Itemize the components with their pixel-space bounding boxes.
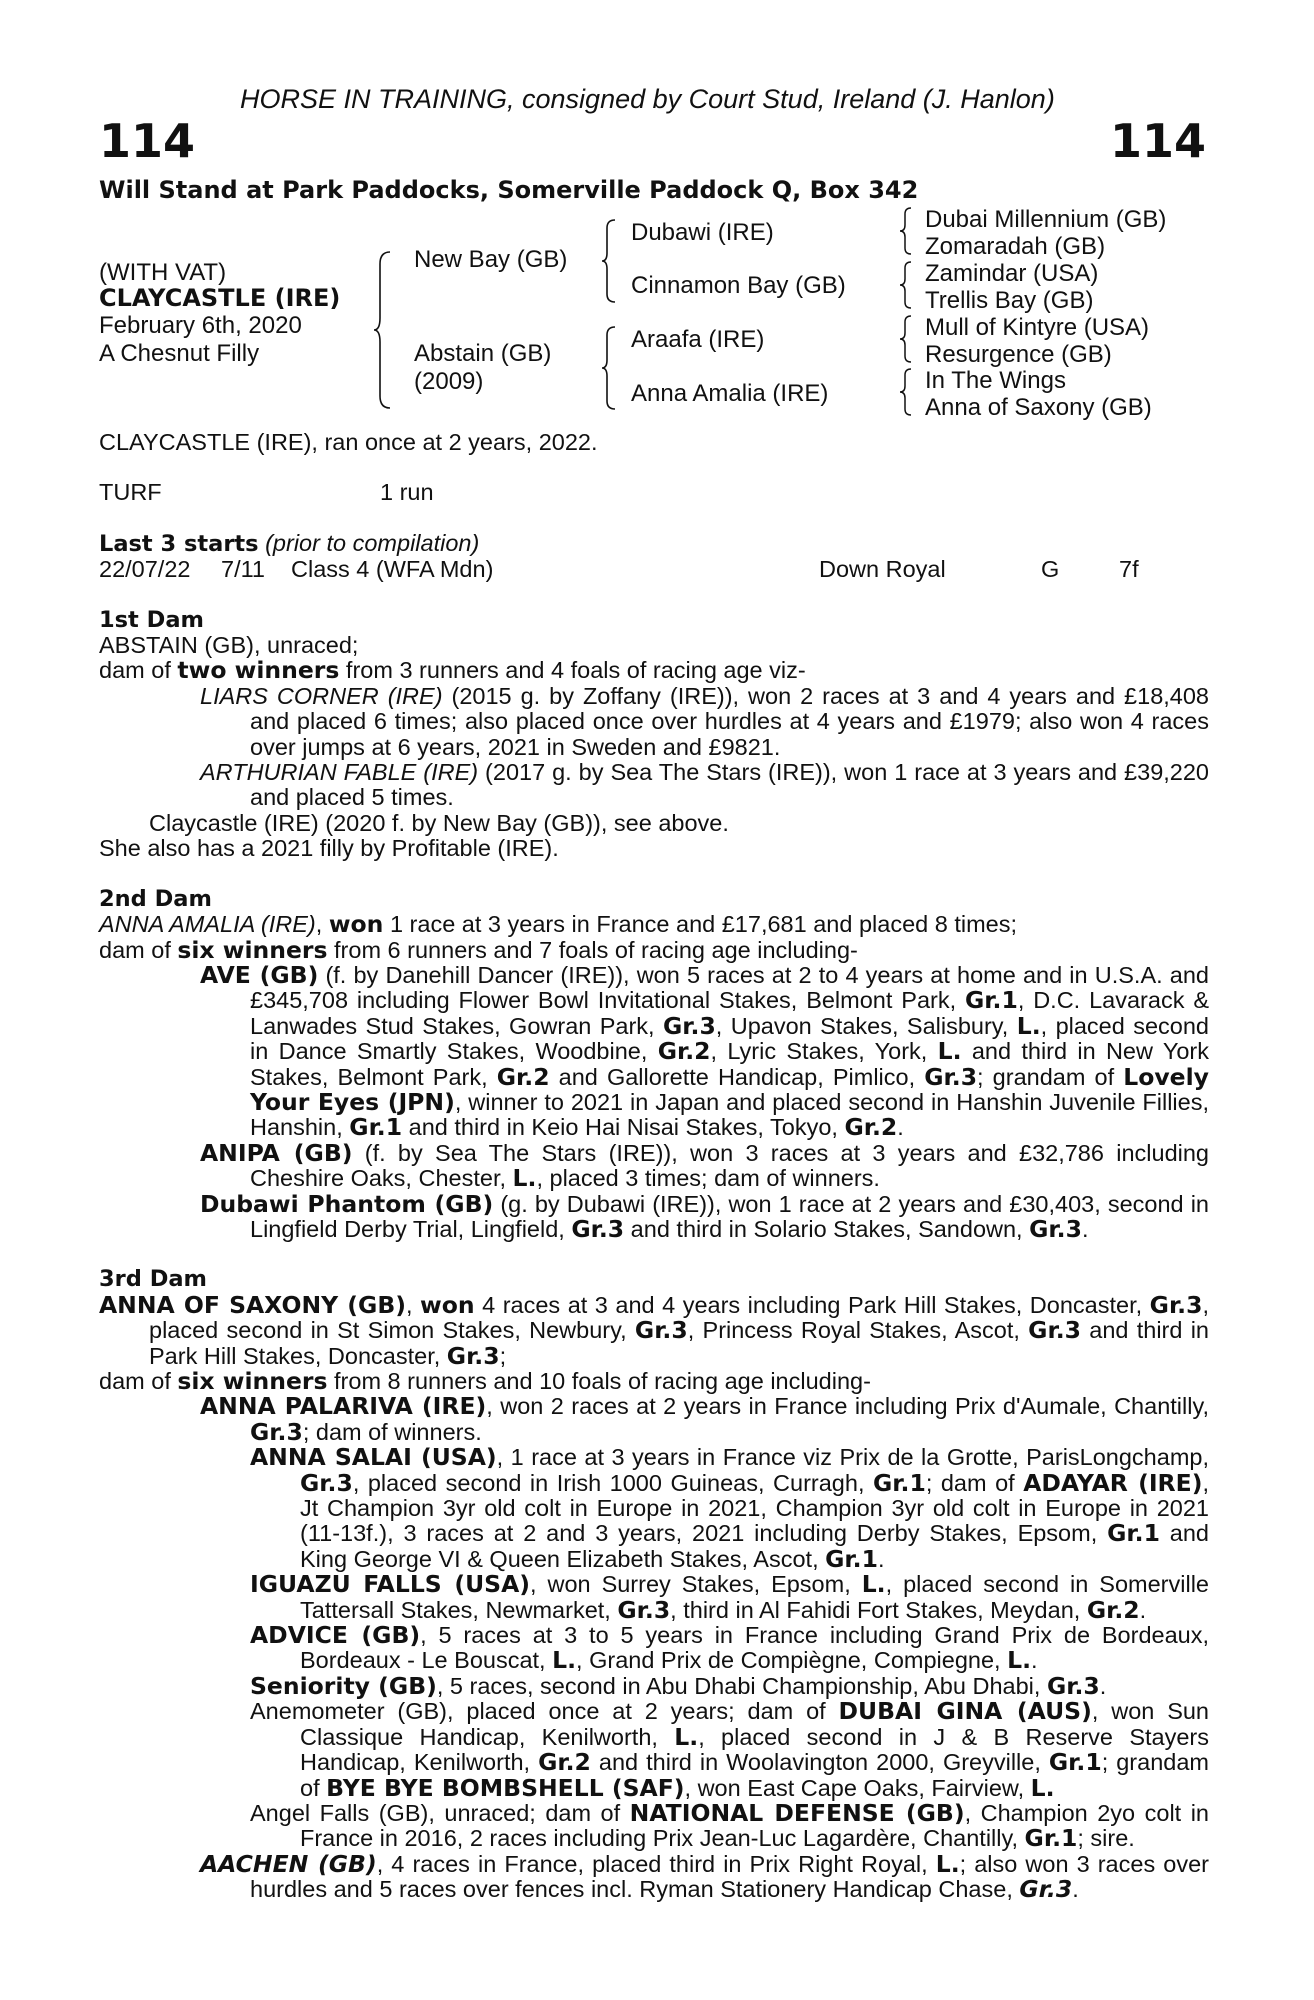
lot-number-left: 114 <box>99 114 196 168</box>
pedigree-brace-g3-1 <box>898 206 914 256</box>
pedigree-g3-1: Dubai Millennium (GB) <box>925 206 1167 233</box>
pedigree-g3-7: In The Wings <box>925 367 1066 394</box>
third-dam-grandfoal-advice: ADVICE (GB), 5 races at 3 to 5 years in France including Grand Prix de Bordeaux, Bordeaux - Le Bouscat, L., Grand Prix de Compiègne, Compiegne, L.. <box>250 1621 1209 1675</box>
stand-location: Will Stand at Park Paddocks, Somerville Paddock Q, Box 342 <box>99 176 919 204</box>
start-row <box>99 557 1209 582</box>
pedigree-g3-6: Resurgence (GB) <box>925 341 1112 368</box>
second-dam-foal-anipa: ANIPA (GB) (f. by Sea The Stars (IRE)), won 3 races at 3 years and £32,786 including Cheshire Oaks, Chester, L., placed 3 times; dam of winners. <box>200 1138 1209 1193</box>
surface-runs: 1 run <box>380 479 434 506</box>
pedigree-dam-year: (2009) <box>414 368 484 395</box>
pedigree-g3-2: Zomaradah (GB) <box>925 233 1106 260</box>
start-position: 7/11 <box>221 556 265 583</box>
horse-dob: February 6th, 2020 <box>99 312 302 339</box>
vat-label: (WITH VAT) <box>99 259 227 286</box>
pedigree-dam-sire: Araafa (IRE) <box>631 326 765 353</box>
last-starts-heading <box>99 531 1209 557</box>
third-dam-foal-palariva: ANNA PALARIVA (IRE), won 2 races at 2 years in France including Prix d'Aumale, Chantilly, Gr.3; dam of winners. <box>200 1392 1209 1446</box>
first-dam-line: ABSTAIN (GB), unraced; <box>99 632 359 659</box>
second-dam-line: ANNA AMALIA (IRE), won 1 race at 3 years in France and £17,681 and placed 8 times; <box>99 910 1018 939</box>
surface-label: TURF <box>99 479 162 506</box>
start-date: 22/07/22 <box>99 556 191 583</box>
race-summary: CLAYCASTLE (IRE), ran once at 2 years, 2022. <box>99 429 598 455</box>
pedigree-brace-g3-2 <box>898 260 914 310</box>
first-dam-foal-4: She also has a 2021 filly by Profitable (IRE). <box>99 835 559 862</box>
catalogue-body <box>99 430 1209 1903</box>
third-dam-produce: dam of six winners from 8 runners and 10 foals of racing age including- <box>99 1367 871 1395</box>
second-dam-heading: 2nd Dam <box>99 885 212 912</box>
third-dam-line: ANNA OF SAXONY (GB), won 4 races at 3 and 4 years including Park Hill Stakes, Doncaster, Gr.3, placed second in St Simon Stakes, Newbury, Gr.3, Princess Royal Stakes, Ascot, Gr.3 and third in Park Hill Stakes, Doncaster, Gr.3; <box>99 1290 1210 1370</box>
first-dam-foal-1: LIARS CORNER (IRE) (2015 g. by Zoffany (IRE)), won 2 races at 3 and 4 years and £18,408 and placed 6 times; also placed once over hurdles at 4 years and £1979; also won 4 races over jumps at 6 years, 2021 in Sweden and £9821. <box>200 682 1210 760</box>
second-dam-foal-phantom: Dubawi Phantom (GB) (g. by Dubawi (IRE)), won 1 race at 2 years and £30,403, second in Lingfield Derby Trial, Lingfield, Gr.3 and third in Solario Stakes, Sandown, Gr.3. <box>200 1189 1209 1243</box>
last-starts-title: Last 3 starts <box>99 530 259 557</box>
pedigree-brace-g3-4 <box>898 367 914 417</box>
horse-name: CLAYCASTLE (IRE) <box>99 284 341 312</box>
third-dam-heading: 3rd Dam <box>99 1266 207 1293</box>
third-dam-grandfoal-angel: Angel Falls (GB), unraced; dam of NATIONAL DEFENSE (GB), Champion 2yo colt in France in 2016, 2 races including Prix Jean-Luc Lagardère, Chantilly, Gr.1; sire. <box>250 1798 1209 1853</box>
pedigree-dam: Abstain (GB) <box>414 340 552 367</box>
pedigree-brace-g3-3 <box>898 314 914 364</box>
pedigree-sire: New Bay (GB) <box>414 246 568 273</box>
pedigree-g3-4: Trellis Bay (GB) <box>925 287 1094 314</box>
third-dam-foal-aachen: AACHEN (GB), 4 races in France, placed third in Prix Right Royal, L.; also won 3 races over hurdles and 5 races over fences incl. Ryman Stationery Handicap Chase, Gr.3. <box>200 1849 1209 1904</box>
start-race: Class 4 (WFA Mdn) <box>291 556 494 583</box>
third-dam-grandfoal-seniority: Seniority (GB), 5 races, second in Abu Dhabi Championship, Abu Dhabi, Gr.3. <box>250 1671 1107 1700</box>
start-course: Down Royal <box>819 556 946 583</box>
pedigree-dam-dam: Anna Amalia (IRE) <box>631 380 829 407</box>
lot-number-right: 114 <box>1109 114 1206 168</box>
first-dam-produce: dam of two winners from 3 runners and 4 foals of racing age viz- <box>99 656 806 685</box>
pedigree-g3-3: Zamindar (USA) <box>925 260 1099 287</box>
start-distance: 7f <box>1119 556 1139 583</box>
pedigree-brace-sire <box>600 218 618 304</box>
third-dam-grandfoal-anemometer: Anemometer (GB), placed once at 2 years; dam of DUBAI GINA (AUS), won Sun Classique Handicap, Kenilworth, L., placed second in J & B Reserve Stayers Handicap, Kenilworth, Gr.2 and third in Woolavington 2000, Greyville, Gr.1; grandam of BYE BYE BOMBSHELL (SAF), won East Cape Oaks, Fairview, L. <box>250 1697 1210 1802</box>
start-going: G <box>1041 556 1060 583</box>
pedigree-sire-sire: Dubawi (IRE) <box>631 219 774 246</box>
first-dam-foal-2: ARTHURIAN FABLE (IRE) (2017 g. by Sea The Stars (IRE)), won 1 race at 3 years and £39,220 and placed 5 times. <box>200 759 1210 811</box>
last-starts-note: (prior to compilation) <box>265 529 480 556</box>
pedigree-brace-main <box>372 250 394 410</box>
third-dam-grandfoal-iguazu: IGUAZU FALLS (USA), won Surrey Stakes, Epsom, L., placed second in Somerville Tattersall Stakes, Newmarket, Gr.3, third in Al Fahidi Fort Stakes, Meydan, Gr.2. <box>250 1570 1209 1624</box>
pedigree-brace-dam <box>600 325 618 411</box>
horse-description: A Chesnut Filly <box>99 340 260 367</box>
pedigree-g3-5: Mull of Kintyre (USA) <box>925 314 1150 341</box>
first-dam-foal-3: Claycastle (IRE) (2020 f. by New Bay (GB)), see above. <box>149 809 729 836</box>
second-dam-produce: dam of six winners from 6 runners and 7 foals of racing age including- <box>99 935 858 964</box>
pedigree-sire-dam: Cinnamon Bay (GB) <box>631 272 846 299</box>
third-dam-grandfoal-salai: ANNA SALAI (USA), 1 race at 3 years in France viz Prix de la Grotte, ParisLongchamp, Gr.3, placed second in Irish 1000 Guineas, Curragh, Gr.1; dam of ADAYAR (IRE), Jt Champion 3yr old colt in Europe in 2021, Champion 3yr old colt in Europe in 2021 (11-13f.), 3 races at 2 and 3 years, 2021 including Derby Stakes, Epsom, Gr.1 and King George VI & Queen Elizabeth Stakes, Ascot, Gr.1. <box>250 1443 1210 1573</box>
second-dam-foal-ave: AVE (GB) (f. by Danehill Dancer (IRE)), won 5 races at 2 to 4 years at home and in U.S.A. and £345,708 including Flower Bowl Invitational Stakes, Belmont Park, Gr.1, D.C. Lavarack & Lanwades Stud Stakes, Gowran Park, Gr.3, Upavon Stakes, Salisbury, L., placed second in Dance Smartly Stakes, Woodbine, Gr.2, Lyric Stakes, York, L. and third in New York Stakes, Belmont Park, Gr.2 and Gallorette Handicap, Pimlico, Gr.3; grandam of Lovely Your Eyes (JPN), winner to 2021 in Japan and placed second in Hanshin Juvenile Fillies, Hanshin, Gr.1 and third in Keio Hai Nisai Stakes, Tokyo, Gr.2. <box>200 960 1210 1142</box>
surface-record <box>99 480 1209 505</box>
first-dam-heading: 1st Dam <box>99 606 204 633</box>
pedigree-g3-8: Anna of Saxony (GB) <box>925 394 1152 421</box>
consignor-line: HORSE IN TRAINING, consigned by Court Stud, Ireland (J. Hanlon) <box>240 84 1055 114</box>
